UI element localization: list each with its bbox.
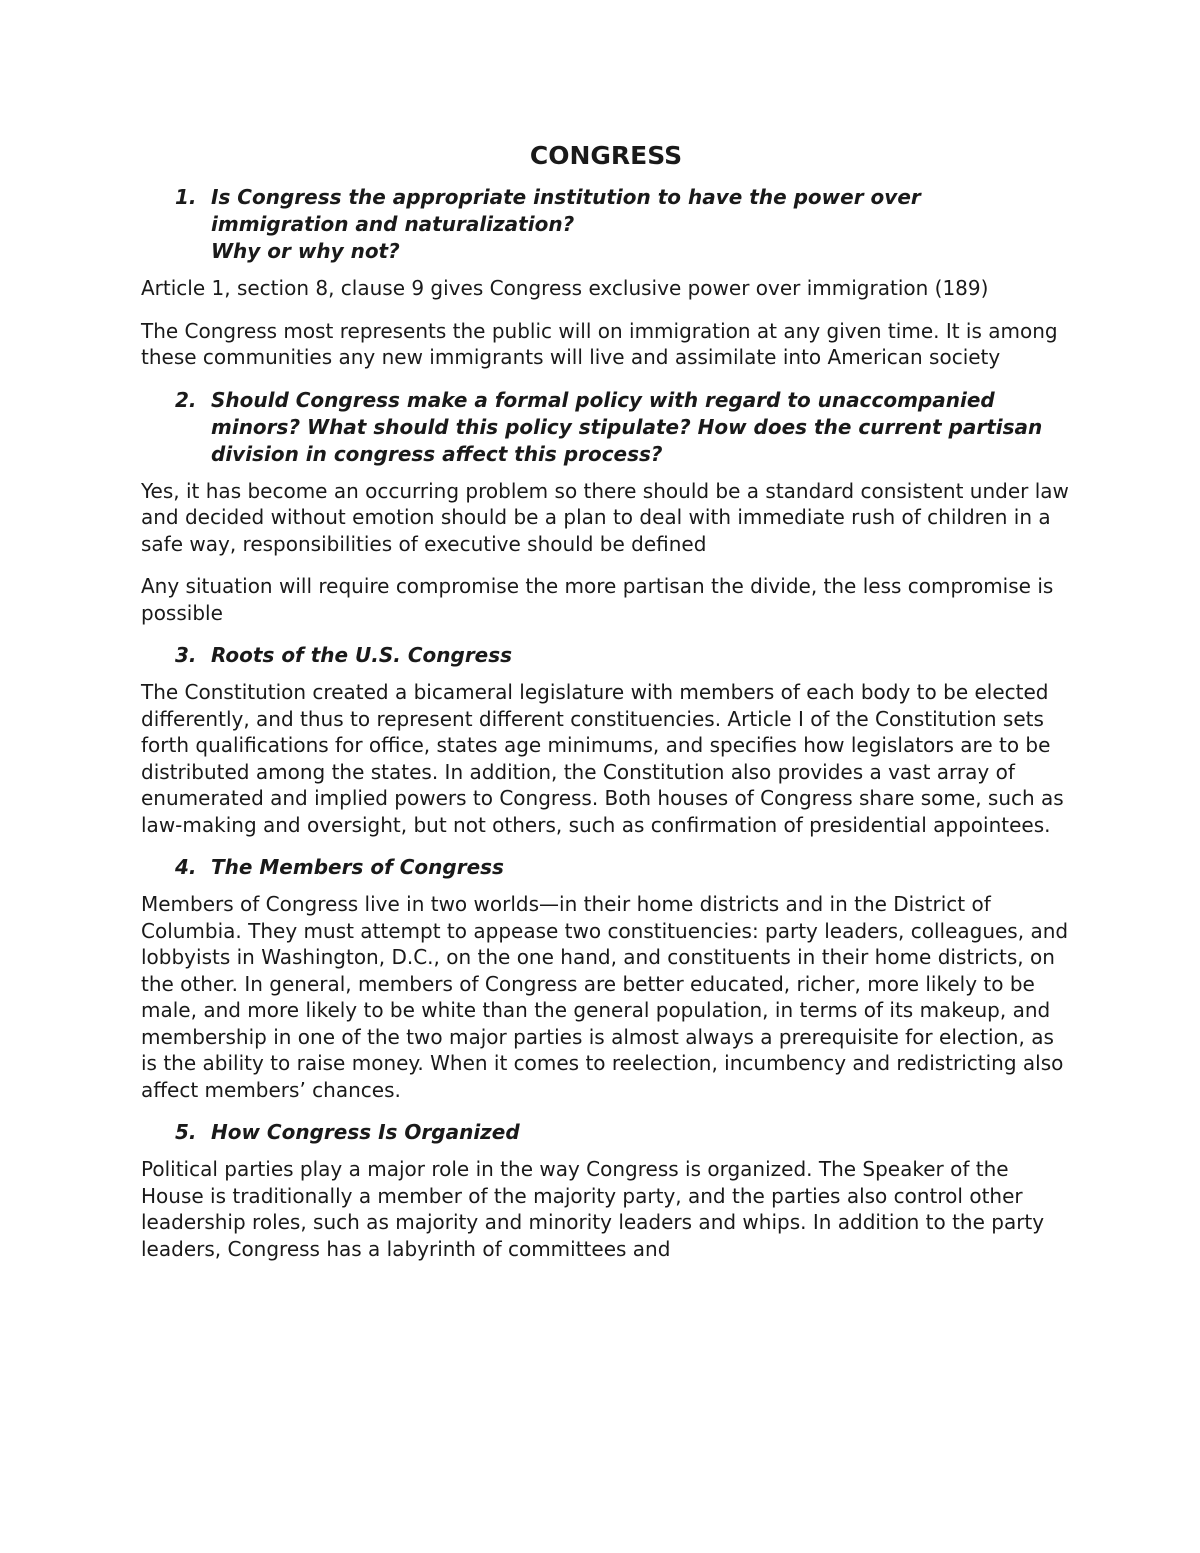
question-4-text: The Members of Congress (211, 855, 504, 879)
question-number: 5. (175, 1120, 197, 1144)
question-1-line-2: immigration and naturalization? (211, 212, 575, 236)
question-3-text: Roots of the U.S. Congress (211, 643, 513, 667)
paragraph-organization: Political parties play a major role in the way Congress is organized. The Speaker of the House is traditionally a member of the majority party, and the parties also control other leadership roles, such as majority and minority leaders and whips. In addition to the party leaders, Congress has a labyrinth of committees and (141, 1157, 1045, 1261)
document-title: CONGRESS (529, 141, 683, 170)
paragraph-article-1: Article 1, section 8, clause 9 gives Congress exclusive power over immigration (189) (141, 276, 989, 300)
question-4 (141, 854, 1071, 881)
document-page (141, 138, 1071, 1278)
paragraph-compromise: Any situation will require compromise the more partisan the divide, the less compromise is possible (141, 574, 1054, 625)
question-number: 1. (175, 185, 197, 209)
question-3 (141, 642, 1071, 669)
question-number: 2. (175, 387, 197, 412)
question-number: 3. (175, 643, 197, 667)
question-5-text: How Congress Is Organized (211, 1120, 520, 1144)
question-1-line-1: Is Congress the appropriate institution to have the power over (211, 185, 921, 209)
paragraph-members: Members of Congress live in two worlds—in their home districts and in the District of Columbia. They must attempt to appease two constituencies: party leaders, colleagues, and lobbyists in Washington, D.C., on the one hand, and constituents in their home districts, on the other. In general, members of Congress are better educated, richer, more likely to be male, and more likely to be white than the general population, in terms of its makeup, and membership in one of the two major parties is almost always a prerequisite for election, as is the ability to raise money. When it comes to reelection, incumbency and redistricting also affect members’ chances. (141, 892, 1069, 1102)
paragraph-public-will: The Congress most represents the public will on immigration at any given time. It is among these communities any new immigrants will live and assimilate into American society (141, 318, 1058, 369)
paragraph-roots: The Constitution created a bicameral legislature with members of each body to be elected differently, and thus to represent different constituencies. Article I of the Constitution sets forth qualifications for office, states age minimums, and specifies how legislators are to be distributed among the states. In addition, the Constitution also provides a vast array of enumerated and implied powers to Congress. Both houses of Congress share some, such as law-making and oversight, but not others, such as confirmation of presidential appointees. (141, 680, 1064, 837)
question-number: 4. (175, 855, 197, 879)
question-5 (141, 1119, 1071, 1146)
question-1 (141, 184, 1071, 265)
question-1-line-3: Why or why not? (211, 239, 400, 263)
paragraph-minors-answer: Yes, it has become an occurring problem so there should be a standard consistent under law and decided without emotion should be a plan to deal with immediate rush of children in a safe way, responsibilities of executive should be defined (141, 478, 1069, 556)
question-2 (141, 387, 1071, 468)
question-2-text: Should Congress make a formal policy with regard to unaccompanied minors? What should this policy stipulate? How does the current partisan division in congress affect this process? (211, 387, 1043, 466)
